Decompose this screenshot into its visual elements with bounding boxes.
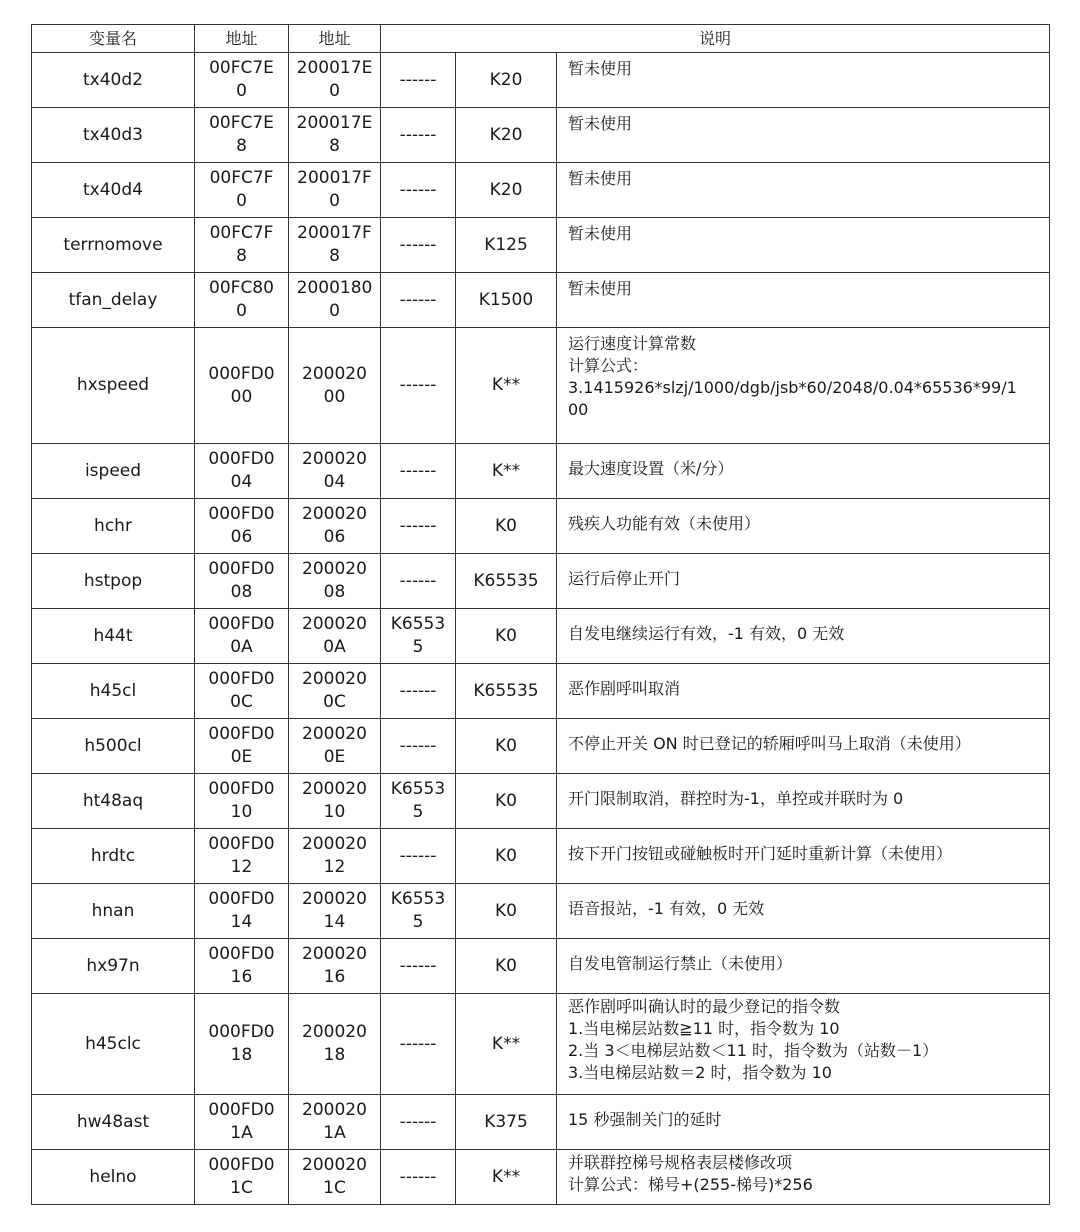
default-value-cell: K0 [456, 774, 557, 829]
description-cell [557, 664, 1050, 719]
address-1-line: 000FD0 [208, 363, 275, 384]
table-row [32, 218, 1050, 273]
table-body [32, 53, 1050, 1205]
description-line: 1.当电梯层站数≧11 时，指令数为 10 [568, 1019, 840, 1038]
variable-name-cell: hw48ast [32, 1095, 195, 1150]
address-1-line: 00FC7E [209, 58, 274, 78]
address-2-cell [289, 884, 381, 939]
range-line: 5 [412, 912, 424, 932]
address-2-line: 2000180 [296, 278, 373, 298]
range-line: 5 [412, 802, 424, 822]
address-2-line: 200020 [302, 834, 367, 854]
address-1-line: 14 [230, 912, 253, 932]
range-cell [381, 994, 456, 1095]
address-1-line: 0 [236, 81, 247, 101]
table-row [32, 829, 1050, 884]
address-1-cell [195, 829, 289, 884]
address-1-line: 00FC7F [209, 223, 274, 243]
range-line: ------ [399, 289, 437, 310]
range-cell [381, 719, 456, 774]
address-2-cell [289, 664, 381, 719]
address-1-cell [195, 994, 289, 1095]
range-cell [381, 774, 456, 829]
address-2-line: 200020 [302, 944, 367, 964]
default-value-cell: K1500 [456, 273, 557, 328]
address-2-line: 200020 [302, 504, 367, 524]
range-cell [381, 218, 456, 273]
description-cell [557, 1150, 1050, 1205]
address-1-cell [195, 53, 289, 108]
address-1-cell [195, 273, 289, 328]
description-cell [557, 719, 1050, 774]
description-cell [557, 108, 1050, 163]
address-2-cell [289, 554, 381, 609]
description-line: 3.当电梯层站数＝2 时，指令数为 10 [568, 1063, 832, 1082]
table-row [32, 273, 1050, 328]
address-1-line: 16 [230, 967, 253, 987]
address-2-line: 16 [323, 967, 346, 987]
address-2-line: 12 [323, 857, 346, 877]
address-1-cell [195, 884, 289, 939]
description-cell [557, 554, 1050, 609]
variable-name-cell: h500cl [32, 719, 195, 774]
default-value-cell: K0 [456, 939, 557, 994]
default-value-cell: K** [456, 444, 557, 499]
table-row [32, 499, 1050, 554]
description-line: 开门限制取消，群控时为-1，单控或并联时为 0 [568, 789, 904, 808]
description-cell [557, 163, 1050, 218]
description-line: 00 [568, 400, 589, 419]
default-value-cell: K65535 [456, 664, 557, 719]
default-value-cell: K375 [456, 1095, 557, 1150]
range-cell [381, 273, 456, 328]
address-2-line: 200020 [302, 889, 367, 909]
address-1-cell [195, 444, 289, 499]
address-1-cell [195, 774, 289, 829]
table-row [32, 774, 1050, 829]
range-cell [381, 664, 456, 719]
address-2-line: 8 [329, 246, 340, 266]
range-line: ------ [399, 460, 437, 481]
default-value-cell: K** [456, 328, 557, 444]
description-line: 不停止开关 ON 时已登记的轿厢呼叫马上取消（未使用） [568, 734, 971, 753]
address-2-cell [289, 328, 381, 444]
default-value-cell: K65535 [456, 554, 557, 609]
default-value-cell: K20 [456, 108, 557, 163]
range-line: ------ [399, 375, 437, 395]
description-line: 15 秒强制关门的延时 [568, 1110, 722, 1129]
address-2-cell [289, 939, 381, 994]
description-line: 并联群控梯号规格表层楼修改项 [568, 1153, 793, 1172]
variable-name-cell: ispeed [32, 444, 195, 499]
address-2-line: 200017F [297, 168, 372, 188]
address-1-cell [195, 554, 289, 609]
description-cell [557, 829, 1050, 884]
address-2-line: 10 [323, 802, 346, 822]
default-value-cell: K** [456, 994, 557, 1095]
address-2-line: 200020 [302, 363, 367, 384]
variable-name-cell: ht48aq [32, 774, 195, 829]
description-line: 计算公式： [568, 356, 649, 375]
address-1-cell [195, 328, 289, 444]
address-1-line: 000FD0 [208, 449, 275, 469]
description-line: 恶作剧呼叫取消 [568, 679, 681, 698]
table-row [32, 163, 1050, 218]
address-1-cell [195, 939, 289, 994]
address-2-line: 00 [323, 386, 346, 407]
address-1-line: 1C [230, 1178, 253, 1198]
address-1-line: 0C [230, 692, 253, 712]
address-2-line: 200020 [302, 669, 367, 689]
address-1-line: 06 [230, 527, 253, 547]
range-cell [381, 1095, 456, 1150]
address-1-line: 8 [236, 136, 247, 156]
address-2-line: 0 [329, 191, 340, 211]
description-line: 自发电继续运行有效，-1 有效，0 无效 [568, 624, 845, 643]
description-cell [557, 774, 1050, 829]
description-line: 恶作剧呼叫确认时的最少登记的指令数 [568, 997, 841, 1016]
address-2-cell [289, 609, 381, 664]
range-cell [381, 829, 456, 884]
variable-name-cell: h45clc [32, 994, 195, 1095]
address-1-line: 10 [230, 802, 253, 822]
default-value-cell: K20 [456, 53, 557, 108]
address-2-line: 08 [323, 582, 346, 602]
table-header-row [32, 25, 1050, 53]
address-2-line: 200020 [302, 1155, 367, 1175]
range-cell [381, 554, 456, 609]
table-row [32, 53, 1050, 108]
address-2-line: 0C [323, 692, 346, 712]
description-cell [557, 444, 1050, 499]
table-row [32, 1095, 1050, 1150]
range-cell [381, 444, 456, 499]
table-row [32, 108, 1050, 163]
range-cell [381, 609, 456, 664]
table-row [32, 719, 1050, 774]
address-1-line: 000FD0 [208, 779, 275, 799]
variable-name-cell: hxspeed [32, 328, 195, 444]
variable-name-cell: hx97n [32, 939, 195, 994]
table-row [32, 939, 1050, 994]
address-2-line: 200020 [302, 724, 367, 744]
description-line: 最大速度设置（米/分） [568, 459, 734, 478]
variable-table [31, 24, 1050, 1205]
address-2-cell [289, 273, 381, 328]
address-2-line: 0E [323, 747, 346, 767]
address-2-cell [289, 1095, 381, 1150]
variable-name-cell: helno [32, 1150, 195, 1205]
address-1-line: 000FD0 [208, 724, 275, 744]
address-1-line: 000FD0 [208, 1022, 275, 1042]
address-2-line: 200017F [297, 223, 372, 243]
address-2-cell [289, 218, 381, 273]
table-row [32, 664, 1050, 719]
description-line: 暂未使用 [568, 114, 633, 133]
description-line: 语音报站，-1 有效，0 无效 [568, 899, 765, 918]
address-1-line: 000FD0 [208, 504, 275, 524]
range-line: K6553 [390, 614, 446, 634]
address-2-line: 200020 [302, 1022, 367, 1042]
address-1-line: 18 [230, 1045, 253, 1065]
address-1-cell [195, 108, 289, 163]
address-1-cell [195, 1095, 289, 1150]
variable-name-cell: hstpop [32, 554, 195, 609]
address-1-line: 04 [230, 472, 253, 492]
table-row [32, 554, 1050, 609]
address-1-line: 0A [230, 637, 253, 657]
range-line: ------ [399, 845, 437, 866]
description-line: 暂未使用 [568, 279, 633, 298]
default-value-cell: K** [456, 1150, 557, 1205]
default-value-cell: K0 [456, 609, 557, 664]
address-2-line: 1C [323, 1178, 346, 1198]
address-2-cell [289, 163, 381, 218]
description-cell [557, 994, 1050, 1095]
description-cell [557, 53, 1050, 108]
description-cell [557, 1095, 1050, 1150]
address-2-line: 200020 [302, 449, 367, 469]
range-line: ------ [399, 570, 437, 591]
address-1-line: 8 [236, 246, 247, 266]
address-1-cell [195, 1150, 289, 1205]
address-2-line: 0A [323, 637, 346, 657]
range-line: 5 [412, 637, 424, 657]
variable-name-cell: h44t [32, 609, 195, 664]
range-cell [381, 108, 456, 163]
table-row [32, 994, 1050, 1095]
range-cell [381, 1150, 456, 1205]
default-value-cell: K125 [456, 218, 557, 273]
address-2-line: 200017E [296, 58, 373, 78]
description-line: 残疾人功能有效（未使用） [568, 514, 761, 533]
description-line: 自发电管制运行禁止（未使用） [568, 954, 793, 973]
header-variable-name: 变量名 [32, 25, 195, 53]
variable-name-cell: tx40d4 [32, 163, 195, 218]
table-row [32, 609, 1050, 664]
description-line: 2.当 3＜电梯层站数＜11 时，指令数为（站数－1） [568, 1041, 939, 1060]
table-row [32, 328, 1050, 444]
range-cell [381, 163, 456, 218]
range-line: ------ [399, 1033, 437, 1054]
description-line: 按下开门按钮或碰触板时开门延时重新计算（未使用） [568, 844, 953, 863]
description-cell [557, 218, 1050, 273]
address-1-line: 0E [230, 747, 253, 767]
range-cell [381, 939, 456, 994]
address-2-cell [289, 444, 381, 499]
address-2-line: 06 [323, 527, 346, 547]
description-cell [557, 273, 1050, 328]
range-cell [381, 499, 456, 554]
table-row [32, 1150, 1050, 1205]
range-cell [381, 328, 456, 444]
range-line: ------ [399, 234, 437, 255]
default-value-cell: K0 [456, 499, 557, 554]
address-1-line: 00FC7F [209, 168, 274, 188]
address-2-line: 1A [323, 1123, 346, 1143]
address-2-cell [289, 1150, 381, 1205]
description-cell [557, 499, 1050, 554]
address-1-cell [195, 218, 289, 273]
header-address-1: 地址 [195, 25, 289, 53]
address-1-line: 08 [230, 582, 253, 602]
address-1-line: 0 [236, 191, 247, 211]
address-2-cell [289, 994, 381, 1095]
address-1-line: 0 [236, 301, 247, 321]
description-line: 3.1415926*slzj/1000/dgb/jsb*60/2048/0.04*65536*99/1 [568, 378, 1017, 397]
range-line: ------ [399, 515, 437, 536]
default-value-cell: K0 [456, 719, 557, 774]
variable-name-cell: terrnomove [32, 218, 195, 273]
range-line: K6553 [390, 779, 446, 799]
variable-name-cell: hnan [32, 884, 195, 939]
header-description: 说明 [381, 25, 1050, 53]
range-line: ------ [399, 955, 437, 976]
address-2-line: 200017E [296, 113, 373, 133]
description-line: 运行后停止开门 [568, 569, 681, 588]
description-cell [557, 609, 1050, 664]
address-1-line: 000FD0 [208, 1100, 275, 1120]
variable-name-cell: tfan_delay [32, 273, 195, 328]
variable-name-cell: tx40d3 [32, 108, 195, 163]
address-1-cell [195, 499, 289, 554]
address-2-line: 200020 [302, 559, 367, 579]
address-2-cell [289, 719, 381, 774]
description-line: 暂未使用 [568, 59, 633, 78]
default-value-cell: K0 [456, 829, 557, 884]
address-1-line: 000FD0 [208, 669, 275, 689]
address-2-line: 200020 [302, 779, 367, 799]
description-line: 暂未使用 [568, 169, 633, 188]
address-1-cell [195, 719, 289, 774]
variable-name-cell: h45cl [32, 664, 195, 719]
address-1-line: 000FD0 [208, 559, 275, 579]
address-2-line: 0 [329, 81, 340, 101]
default-value-cell: K20 [456, 163, 557, 218]
description-cell [557, 939, 1050, 994]
address-1-line: 000FD0 [208, 614, 275, 634]
description-line: 运行速度计算常数 [568, 334, 697, 353]
variable-name-cell: hrdtc [32, 829, 195, 884]
address-1-cell [195, 163, 289, 218]
address-1-line: 00FC7E [209, 113, 274, 133]
range-line: K6553 [390, 889, 446, 909]
address-1-line: 000FD0 [208, 889, 275, 909]
address-1-line: 000FD0 [208, 944, 275, 964]
range-line: ------ [399, 179, 437, 200]
address-1-cell [195, 609, 289, 664]
default-value-cell: K0 [456, 884, 557, 939]
address-1-line: 000FD0 [208, 1155, 275, 1175]
address-2-cell [289, 829, 381, 884]
range-line: ------ [399, 1166, 437, 1187]
address-2-cell [289, 499, 381, 554]
range-line: ------ [399, 69, 437, 90]
address-1-line: 12 [230, 857, 253, 877]
description-line: 暂未使用 [568, 224, 633, 243]
range-cell [381, 53, 456, 108]
address-2-line: 18 [323, 1045, 346, 1065]
address-2-line: 200020 [302, 614, 367, 634]
address-2-line: 200020 [302, 1100, 367, 1120]
address-2-cell [289, 53, 381, 108]
range-line: ------ [399, 680, 437, 701]
table-row [32, 884, 1050, 939]
description-cell [557, 884, 1050, 939]
address-2-line: 14 [323, 912, 346, 932]
address-1-line: 00FC80 [209, 278, 274, 298]
range-line: ------ [399, 1111, 437, 1132]
range-line: ------ [399, 735, 437, 756]
address-1-line: 000FD0 [208, 834, 275, 854]
address-2-line: 8 [329, 136, 340, 156]
table-row [32, 444, 1050, 499]
range-line: ------ [399, 124, 437, 145]
address-1-cell [195, 664, 289, 719]
variable-name-cell: tx40d2 [32, 53, 195, 108]
address-2-line: 0 [329, 301, 340, 321]
address-1-line: 1A [230, 1123, 253, 1143]
address-2-cell [289, 108, 381, 163]
description-cell [557, 328, 1050, 444]
header-address-2: 地址 [289, 25, 381, 53]
variable-name-cell: hchr [32, 499, 195, 554]
description-line: 计算公式：梯号+(255-梯号)*256 [568, 1175, 813, 1194]
address-2-cell [289, 774, 381, 829]
address-1-line: 00 [230, 386, 253, 407]
address-2-line: 04 [323, 472, 346, 492]
range-cell [381, 884, 456, 939]
